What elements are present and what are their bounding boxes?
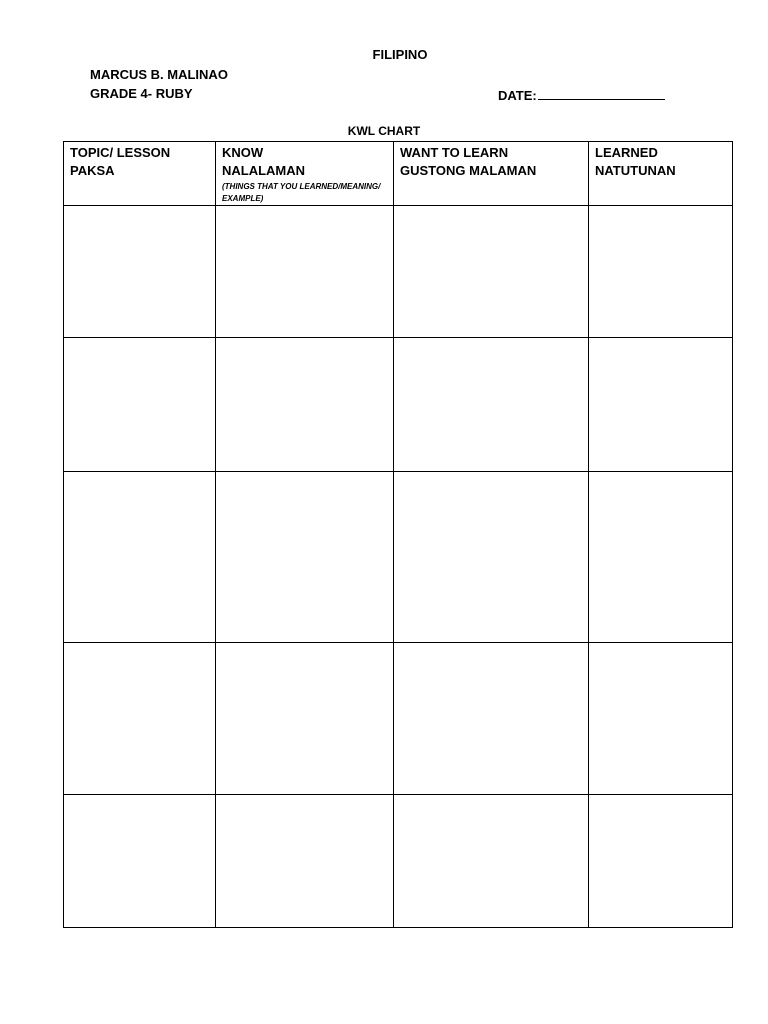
column-header-line2: NALALAMAN <box>222 163 306 178</box>
kwl-header-row <box>64 142 733 206</box>
column-header-want-to-learn <box>394 142 589 206</box>
table-cell-want[interactable] <box>394 472 589 643</box>
date-field <box>498 86 665 103</box>
column-header-line1: KNOW <box>222 145 264 160</box>
table-cell-want[interactable] <box>394 206 589 338</box>
table-cell-learned[interactable] <box>589 643 733 795</box>
table-cell-know[interactable] <box>216 472 394 643</box>
table-cell-learned[interactable] <box>589 472 733 643</box>
table-row <box>64 795 733 928</box>
table-cell-topic[interactable] <box>64 795 216 928</box>
table-cell-topic[interactable] <box>64 206 216 338</box>
column-header-line2: NATUTUNAN <box>595 163 676 178</box>
table-cell-topic[interactable] <box>64 643 216 795</box>
table-cell-know[interactable] <box>216 643 394 795</box>
table-row <box>64 206 733 338</box>
table-row <box>64 338 733 472</box>
table-cell-know[interactable] <box>216 206 394 338</box>
chart-title: KWL CHART <box>347 124 421 138</box>
subject-title: FILIPINO <box>372 47 428 62</box>
date-label: DATE: <box>498 88 537 103</box>
table-cell-topic[interactable] <box>64 338 216 472</box>
table-row <box>64 472 733 643</box>
column-header-topic <box>64 142 216 206</box>
student-name: MARCUS B. MALINAO <box>90 67 228 82</box>
column-header-learned <box>589 142 733 206</box>
kwl-table <box>63 141 733 928</box>
table-cell-learned[interactable] <box>589 338 733 472</box>
table-cell-learned[interactable] <box>589 795 733 928</box>
column-header-note: (THINGS THAT YOU LEARNED/MEANING/ EXAMPLE) <box>222 182 381 203</box>
table-cell-want[interactable] <box>394 338 589 472</box>
table-cell-want[interactable] <box>394 795 589 928</box>
column-header-line2: GUSTONG MALAMAN <box>400 163 537 178</box>
column-header-line2: PAKSA <box>70 163 115 178</box>
grade-section: GRADE 4- RUBY <box>90 86 193 101</box>
column-header-line1: TOPIC/ LESSON <box>70 145 171 160</box>
date-blank-line[interactable] <box>538 86 665 100</box>
table-cell-know[interactable] <box>216 338 394 472</box>
table-cell-know[interactable] <box>216 795 394 928</box>
column-header-line1: WANT TO LEARN <box>400 145 509 160</box>
table-cell-learned[interactable] <box>589 206 733 338</box>
column-header-line1: LEARNED <box>595 145 658 160</box>
table-cell-topic[interactable] <box>64 472 216 643</box>
column-header-know <box>216 142 394 206</box>
table-row <box>64 643 733 795</box>
table-cell-want[interactable] <box>394 643 589 795</box>
